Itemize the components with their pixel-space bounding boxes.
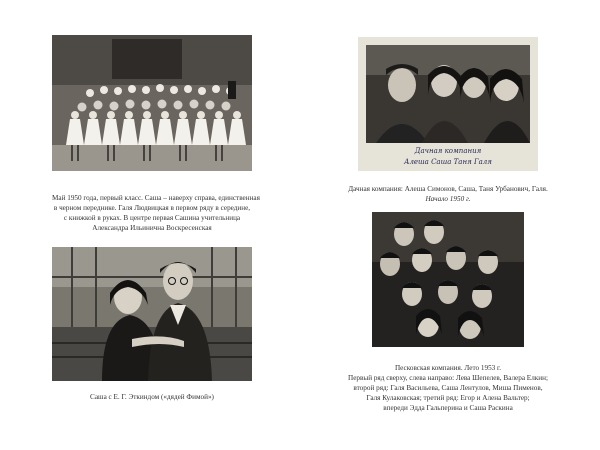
dacha-company-photo [358, 37, 538, 171]
peskov-company-photo [372, 212, 524, 347]
caption-class-photo: Май 1950 года, первый класс. Саша – наверху справа, единственная в черном переднике. Галя Людвицкая в первом ряду в середине, с книжкой в руках. В центре первая Сашина учительница Александра Ильинична Воскресенская [52, 194, 260, 232]
handwritten-names: Алеша Саша Таня Галя [404, 158, 492, 166]
caption-sasha-etkind: Саша с Е. Г. Эткиндом («дядей Фимой») [90, 393, 214, 401]
sasha-etkind-image [52, 247, 252, 381]
caption-peskov-company: Песковская компания. Лето 1953 г. Первый ряд сверху, слева направо: Лева Шепелев, Валера Елкин; второй ряд: Галя Васильева, Саша Лентулов, Миша Пименов, Галя Кулаковская; третий ряд: Егор и Алена Вальтер; впереди Эдда Гальперина и Саша Раскина [348, 364, 548, 412]
handwritten-title: Дачная компания [414, 147, 482, 155]
caption-dacha-company: Дачная компания: Алеша Симонов, Саша, Таня Урбанович, Галя. Начало 1950 г. [348, 185, 548, 203]
dacha-photo-image [366, 45, 530, 143]
sasha-etkind-photo [52, 247, 252, 381]
class-photo-1950 [52, 35, 252, 171]
peskov-company-image [372, 212, 524, 347]
class-photo-image [52, 35, 252, 171]
